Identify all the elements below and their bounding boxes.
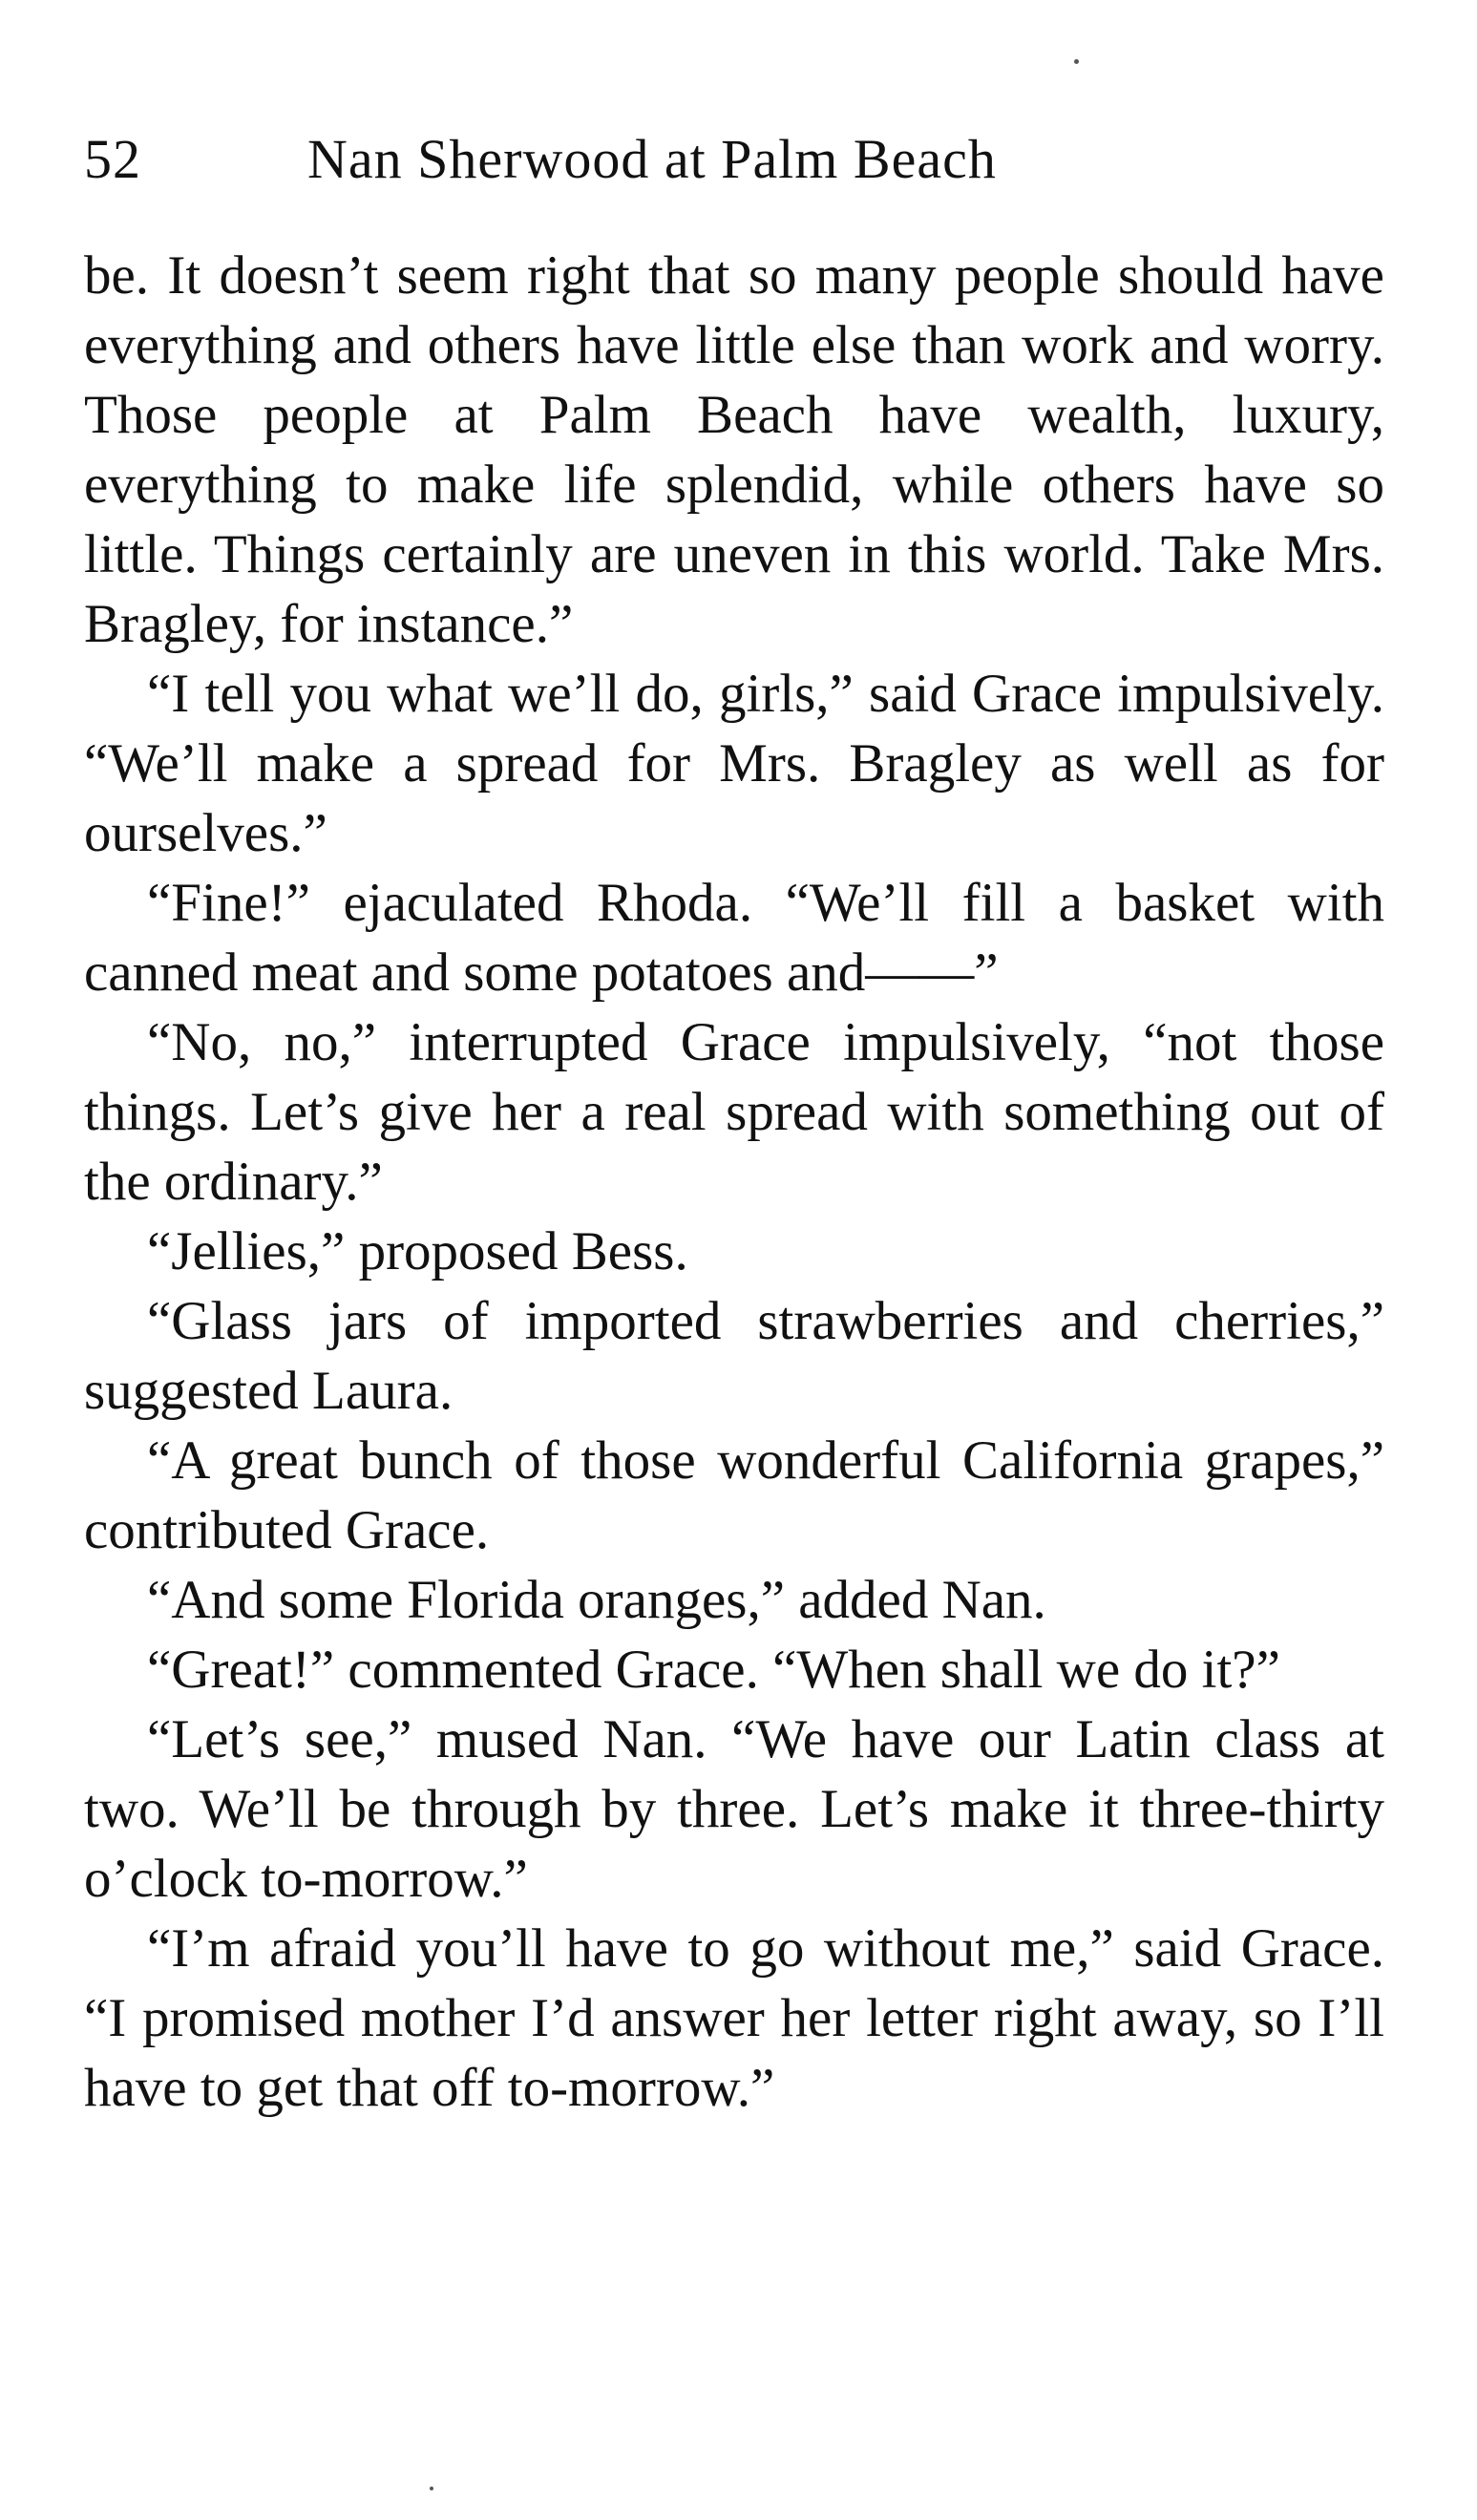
paragraph: “Jellies,” proposed Bess. [147, 1221, 688, 1281]
paragraph: “Fine!” ejaculated Rhoda. “We’ll fill a basket with canned meat and some potatoes and——” [84, 873, 1384, 1003]
paragraph: “And some Florida oranges,” added Nan. [147, 1570, 1046, 1630]
paragraph: “Glass jars of imported strawberries and cherries,” suggested Laura. [84, 1291, 1384, 1421]
paragraph: “I’m afraid you’ll have to go without me,” said Grace. “I promised mother I’d answer her letter right away, so I’ll have to get that off to-morrow.” [84, 1918, 1384, 2118]
paragraph: “I tell you what we’ll do, girls,” said Grace impulsively. “We’ll make a spread for Mrs. Bragley as well as for ourselves.” [84, 664, 1384, 863]
body-text [84, 241, 1384, 2123]
paragraph: “No, no,” interrupted Grace impulsively, “not those things. Let’s give her a real spread with something out of the ordinary.” [84, 1012, 1384, 1212]
page-number: 52 [84, 128, 141, 190]
scan-speck [430, 2487, 433, 2490]
paragraph: be. It doesn’t seem right that so many people should have everything and others have little else than work and worry. Those people at Palm Beach have wealth, luxury, everything to make life splendid, while others have so little. Things certainly are uneven in this world. Take Mrs. Bragley, for instance.” [84, 245, 1384, 654]
running-title: Nan Sherwood at Palm Beach [307, 128, 997, 190]
paragraph: “Great!” commented Grace. “When shall we do it?” [147, 1640, 1280, 1700]
paragraph: “A great bunch of those wonderful California grapes,” contributed Grace. [84, 1430, 1384, 1560]
scan-speck [1074, 59, 1079, 64]
paragraph: “Let’s see,” mused Nan. “We have our Latin class at two. We’ll be through by three. Let’s make it three-thirty o’clock to-morrow.” [84, 1709, 1384, 1909]
page-header [84, 116, 1402, 202]
